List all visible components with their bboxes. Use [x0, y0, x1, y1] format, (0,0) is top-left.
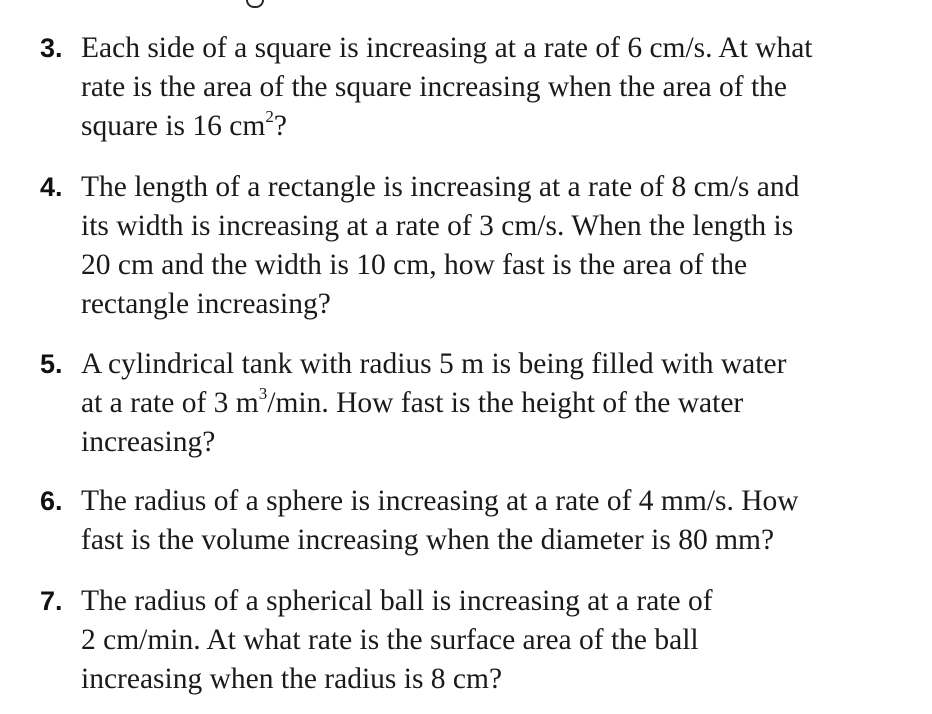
- text-run: square is 16 cm: [81, 110, 266, 142]
- text-run: at a rate of 3 m: [81, 387, 259, 419]
- problem-text: [81, 582, 891, 699]
- problem-line: [81, 107, 891, 146]
- problem-line: increasing when the radius is 8 cm?: [81, 663, 503, 695]
- problem-line: The radius of a sphere is increasing at a rate of 4 mm/s. How: [81, 485, 799, 517]
- problem-line: fast is the volume increasing when the diameter is 80 mm?: [81, 524, 775, 556]
- superscript: 2: [265, 107, 274, 127]
- problem-line: 20 cm and the width is 10 cm, how fast is the area of the: [81, 249, 748, 281]
- problem-text: [81, 168, 891, 324]
- cropped-glyph-fragment: [246, 0, 264, 8]
- problem-line: its width is increasing at a rate of 3 cm/s. When the length is: [81, 210, 794, 242]
- text-run: /min. How fast is the height of the water: [267, 387, 744, 419]
- problem-text: [81, 29, 891, 146]
- problem-line: The length of a rectangle is increasing at a rate of 8 cm/s and: [81, 171, 800, 203]
- problem-number: 6.: [40, 486, 63, 516]
- problem-number: 4.: [40, 172, 63, 202]
- superscript: 3: [258, 384, 268, 404]
- problem-number: 3.: [40, 33, 63, 63]
- problem-text: [81, 482, 891, 560]
- problem-text: [81, 345, 891, 462]
- problem-line: rectangle increasing?: [81, 288, 331, 320]
- problem-line: Each side of a square is increasing at a rate of 6 cm/s. At what: [81, 32, 813, 64]
- problem-line: increasing?: [81, 426, 216, 458]
- text-run: ?: [273, 110, 287, 142]
- problem-line: rate is the area of the square increasing when the area of the: [81, 71, 788, 103]
- problem-line: The radius of a spherical ball is increasing at a rate of: [81, 585, 713, 617]
- problem-number: 5.: [40, 349, 63, 379]
- problem-line: A cylindrical tank with radius 5 m is being filled with water: [81, 348, 787, 380]
- problem-line: [81, 384, 891, 423]
- problem-number: 7.: [40, 586, 63, 616]
- problem-line: 2 cm/min. At what rate is the surface area of the ball: [81, 624, 699, 656]
